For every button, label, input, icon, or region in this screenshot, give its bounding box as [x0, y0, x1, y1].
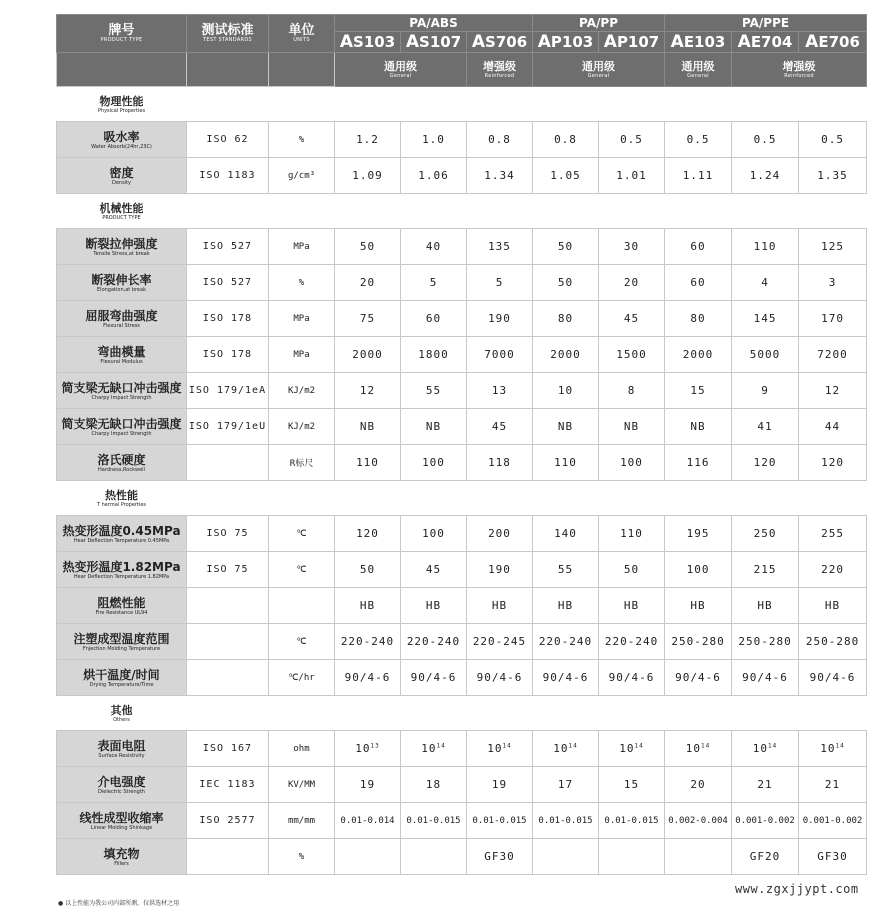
property-label-en: Fire Resistance UL94 [95, 609, 148, 616]
property-label-en: Hear Deflection Temperature 1.82MPa [73, 573, 170, 580]
grade-cell: AS103 [335, 32, 401, 53]
property-label-en: Flexural Modulus [100, 358, 143, 365]
value-cell: 50 [533, 265, 599, 301]
value-cell: 0.001-0.002 [799, 803, 867, 839]
value-cell: 17 [533, 767, 599, 803]
value-cell: 10 [533, 373, 599, 409]
section-thermal: 热性能 T hermal Properties [57, 481, 867, 516]
value-cell [533, 731, 599, 767]
value-cell [335, 731, 401, 767]
value-cell [665, 839, 732, 875]
value-cell: 21 [799, 767, 867, 803]
property-label-en: Tensile Stress,at break [93, 250, 150, 257]
test-standard [187, 624, 269, 660]
property-label-en: Surface Resistivity [98, 752, 145, 759]
value-base: 10 [355, 742, 371, 755]
property-label: 热变形温度1.82MPa [62, 559, 181, 574]
table-row [57, 337, 867, 373]
value-base: 10 [752, 742, 769, 755]
value-cell: 100 [599, 445, 665, 481]
value-cell: 2000 [533, 337, 599, 373]
footnote: ● 以上性能为我公司内部所测，仅供选材之用 [58, 900, 180, 907]
table-row [57, 158, 867, 194]
value-cell: HB [599, 588, 665, 624]
value-cell: 9 [732, 373, 799, 409]
value-cell: NB [335, 409, 401, 445]
value-exponent: 14 [701, 742, 711, 750]
property-name [57, 803, 187, 839]
value-cell: 145 [732, 301, 799, 337]
value-cell: 120 [799, 445, 867, 481]
value-cell: 18 [401, 767, 467, 803]
value-cell: 0.5 [732, 122, 799, 158]
value-cell: 90/4-6 [467, 660, 533, 696]
value-cell: 1.09 [335, 158, 401, 194]
value-base: 10 [619, 742, 635, 755]
unit: ohm [269, 731, 335, 767]
property-label-en: Flexural Stress [103, 322, 140, 329]
property-name [57, 337, 187, 373]
value-cell: 118 [467, 445, 533, 481]
unit: % [269, 839, 335, 875]
value-cell: 220-240 [533, 624, 599, 660]
table-row [57, 767, 867, 803]
value-cell [599, 839, 665, 875]
value-cell: 50 [335, 552, 401, 588]
value-exponent: 14 [502, 742, 512, 750]
value-cell: 1.35 [799, 158, 867, 194]
value-cell: 120 [335, 516, 401, 552]
section-others: 其他 Others [57, 696, 867, 731]
value-cell: 19 [335, 767, 401, 803]
value-cell: 0.5 [599, 122, 665, 158]
test-standard: ISO 179/1eU [187, 409, 269, 445]
value-cell: 60 [401, 301, 467, 337]
value-cell: 250-280 [665, 624, 732, 660]
value-cell: 55 [401, 373, 467, 409]
table-row [57, 301, 867, 337]
value-cell: 44 [799, 409, 867, 445]
value-base: 10 [487, 742, 503, 755]
value-exponent: 14 [634, 742, 644, 750]
class-general: 通用级 General [335, 53, 467, 87]
class-general: 通用级 General [533, 53, 665, 87]
unit: ℃ [269, 552, 335, 588]
value-cell [467, 731, 533, 767]
header-group-row [57, 15, 867, 32]
value-cell: 90/4-6 [533, 660, 599, 696]
test-standard [187, 839, 269, 875]
value-cell: 140 [533, 516, 599, 552]
table-row [57, 624, 867, 660]
property-label-en: Drying Temperature/Time [89, 681, 154, 688]
value-cell [401, 731, 467, 767]
value-cell: 50 [533, 229, 599, 265]
value-cell: 170 [799, 301, 867, 337]
value-cell: 40 [401, 229, 467, 265]
property-label: 洛氏硬度 [97, 452, 146, 467]
value-cell: 45 [401, 552, 467, 588]
value-cell [335, 839, 401, 875]
value-cell: 7000 [467, 337, 533, 373]
value-cell: 19 [467, 767, 533, 803]
value-cell: 190 [467, 301, 533, 337]
property-name [57, 445, 187, 481]
value-cell: 0.8 [533, 122, 599, 158]
test-standard [187, 660, 269, 696]
property-label: 断裂拉伸强度 [85, 236, 158, 251]
table-row [57, 516, 867, 552]
value-cell: 55 [533, 552, 599, 588]
value-cell: 220 [799, 552, 867, 588]
grade-cell: AS706 [467, 32, 533, 53]
property-name [57, 624, 187, 660]
property-label: 表面电阻 [97, 738, 146, 753]
value-cell: 1.34 [467, 158, 533, 194]
test-standard: ISO 62 [187, 122, 269, 158]
property-name [57, 516, 187, 552]
property-name [57, 731, 187, 767]
property-label-en: Fillers [114, 860, 129, 867]
property-label: 线性成型收缩率 [79, 810, 164, 825]
table-row [57, 373, 867, 409]
class-general: 通用级 General [665, 53, 732, 87]
test-standard: ISO 527 [187, 229, 269, 265]
group-pa-abs: PA/ABS [335, 15, 533, 32]
value-cell: 75 [335, 301, 401, 337]
value-exponent: 14 [436, 742, 446, 750]
unit: ℃ [269, 516, 335, 552]
property-label-en: Dielectric Strength [98, 788, 145, 795]
property-label: 注塑成型温度范围 [73, 631, 170, 646]
property-label-en: Charpy Impact Strength [91, 430, 152, 437]
grade-cell: AP107 [599, 32, 665, 53]
value-cell: 30 [599, 229, 665, 265]
value-cell: 1.24 [732, 158, 799, 194]
value-cell: 90/4-6 [665, 660, 732, 696]
value-cell: 12 [335, 373, 401, 409]
value-cell: 1.0 [401, 122, 467, 158]
table-row [57, 229, 867, 265]
value-cell: 120 [732, 445, 799, 481]
test-standard: ISO 2577 [187, 803, 269, 839]
value-cell: 5 [401, 265, 467, 301]
value-cell: 60 [665, 229, 732, 265]
value-cell: 220-245 [467, 624, 533, 660]
value-cell [599, 731, 665, 767]
test-standard: ISO 75 [187, 516, 269, 552]
header-unit: 单位 UNITS [269, 15, 335, 53]
watermark: www.zgxjjypt.com [735, 882, 859, 896]
value-cell: 8 [599, 373, 665, 409]
value-cell: 80 [533, 301, 599, 337]
value-cell: 41 [732, 409, 799, 445]
value-cell: 13 [467, 373, 533, 409]
value-cell: 45 [599, 301, 665, 337]
value-cell: 200 [467, 516, 533, 552]
grade-cell: AE103 [665, 32, 732, 53]
value-cell: 0.01-0.015 [533, 803, 599, 839]
grade-cell: AP103 [533, 32, 599, 53]
value-exponent: 14 [835, 742, 845, 750]
test-standard: ISO 178 [187, 337, 269, 373]
value-cell: 100 [401, 516, 467, 552]
value-cell: 190 [467, 552, 533, 588]
unit: % [269, 122, 335, 158]
value-cell [799, 731, 867, 767]
property-name [57, 373, 187, 409]
value-cell: 90/4-6 [732, 660, 799, 696]
property-label: 热变形温度0.45MPa [62, 523, 181, 538]
property-label-en: Elongation,at break [97, 286, 146, 293]
property-label: 断裂伸长率 [91, 272, 152, 287]
value-cell: 21 [732, 767, 799, 803]
property-name [57, 839, 187, 875]
value-cell: 50 [335, 229, 401, 265]
property-label-en: Charpy Impact Strength [91, 394, 152, 401]
value-cell: 100 [665, 552, 732, 588]
property-name [57, 158, 187, 194]
table-row [57, 731, 867, 767]
value-cell: 110 [732, 229, 799, 265]
property-label-en: Density [111, 179, 131, 186]
value-exponent: 14 [568, 742, 578, 750]
value-cell: HB [799, 588, 867, 624]
property-label-en: Hardness,Rockwell [98, 466, 145, 473]
value-cell: 0.8 [467, 122, 533, 158]
value-exponent: 14 [768, 742, 778, 750]
value-cell: NB [599, 409, 665, 445]
property-label: 密度 [109, 165, 134, 180]
value-cell: 1.11 [665, 158, 732, 194]
test-standard: IEC 1183 [187, 767, 269, 803]
property-name [57, 265, 187, 301]
group-pa-pp: PA/PP [533, 15, 665, 32]
property-label: 烘干温度/时间 [83, 667, 160, 682]
group-pa-ppe: PA/PPE [665, 15, 867, 32]
header-class-row [57, 53, 867, 87]
value-cell: 5 [467, 265, 533, 301]
property-label: 简支梁无缺口冲击强度 [61, 380, 182, 395]
property-name [57, 122, 187, 158]
spec-table [56, 14, 867, 875]
value-cell: 220-240 [599, 624, 665, 660]
property-name [57, 588, 187, 624]
value-cell: 125 [799, 229, 867, 265]
value-cell: 45 [467, 409, 533, 445]
unit: mm/mm [269, 803, 335, 839]
test-standard: ISO 167 [187, 731, 269, 767]
value-exponent: 13 [370, 742, 380, 750]
unit: R标尺 [269, 445, 335, 481]
property-name [57, 660, 187, 696]
value-cell: HB [467, 588, 533, 624]
property-label: 介电强度 [97, 774, 146, 789]
value-cell: 0.01-0.015 [467, 803, 533, 839]
table-row [57, 839, 867, 875]
property-label-en: Water Absorb(24hr,23C) [91, 143, 152, 150]
value-cell: 15 [665, 373, 732, 409]
value-cell: GF30 [799, 839, 867, 875]
table-row [57, 122, 867, 158]
value-cell: GF30 [467, 839, 533, 875]
value-cell: HB [533, 588, 599, 624]
property-label-en: Fnjection Molding Temperature [82, 645, 161, 652]
unit: KJ/m2 [269, 373, 335, 409]
grade-cell: AE706 [799, 32, 867, 53]
value-cell: 1.06 [401, 158, 467, 194]
property-label-en: Linear Molding Shinkage [90, 824, 153, 831]
test-standard: ISO 178 [187, 301, 269, 337]
value-cell: 2000 [665, 337, 732, 373]
value-cell: 7200 [799, 337, 867, 373]
value-cell: HB [401, 588, 467, 624]
value-cell: 5000 [732, 337, 799, 373]
value-cell: 4 [732, 265, 799, 301]
value-cell: 110 [335, 445, 401, 481]
property-name [57, 301, 187, 337]
value-cell: 80 [665, 301, 732, 337]
value-cell: 0.01-0.014 [335, 803, 401, 839]
value-cell: 1500 [599, 337, 665, 373]
value-cell: GF20 [732, 839, 799, 875]
value-cell: 0.001-0.002 [732, 803, 799, 839]
property-label: 填充物 [103, 846, 140, 861]
table-row [57, 445, 867, 481]
value-cell: 215 [732, 552, 799, 588]
value-cell [533, 839, 599, 875]
value-cell: HB [665, 588, 732, 624]
value-base: 10 [685, 742, 702, 755]
value-cell: 255 [799, 516, 867, 552]
value-base: 10 [820, 742, 836, 755]
property-label: 屈服弯曲强度 [85, 308, 158, 323]
table-row [57, 660, 867, 696]
table-row [57, 552, 867, 588]
property-label: 简支梁无缺口冲击强度 [61, 416, 182, 431]
value-cell: NB [533, 409, 599, 445]
table-row [57, 409, 867, 445]
value-cell: 220-240 [335, 624, 401, 660]
property-label: 阻燃性能 [97, 595, 146, 610]
unit [269, 588, 335, 624]
value-cell: 2000 [335, 337, 401, 373]
value-cell: 0.002-0.004 [665, 803, 732, 839]
value-cell: 110 [599, 516, 665, 552]
grade-cell: AS107 [401, 32, 467, 53]
test-standard: ISO 75 [187, 552, 269, 588]
value-cell: 1.05 [533, 158, 599, 194]
value-cell: HB [335, 588, 401, 624]
test-standard: ISO 1183 [187, 158, 269, 194]
property-label: 弯曲模量 [97, 344, 146, 359]
property-label-en: Hear Deflection Temperature 0.45MPa [73, 537, 170, 544]
value-cell [401, 839, 467, 875]
value-cell: 250 [732, 516, 799, 552]
value-cell: NB [665, 409, 732, 445]
value-cell: 195 [665, 516, 732, 552]
value-cell: 116 [665, 445, 732, 481]
property-label: 吸水率 [103, 129, 140, 144]
value-cell: 220-240 [401, 624, 467, 660]
value-cell: 90/4-6 [799, 660, 867, 696]
test-standard: ISO 527 [187, 265, 269, 301]
unit: g/cm³ [269, 158, 335, 194]
value-base: 10 [421, 742, 437, 755]
value-cell: 0.5 [799, 122, 867, 158]
test-standard [187, 588, 269, 624]
value-cell: 0.01-0.015 [401, 803, 467, 839]
value-base: 10 [553, 742, 569, 755]
value-cell: 12 [799, 373, 867, 409]
test-standard: ISO 179/1eA [187, 373, 269, 409]
value-cell: 1800 [401, 337, 467, 373]
class-reinforced: 增强级 Reinforced [732, 53, 867, 87]
value-cell: 90/4-6 [401, 660, 467, 696]
value-cell: 100 [401, 445, 467, 481]
test-standard [187, 445, 269, 481]
value-cell: 20 [665, 767, 732, 803]
value-cell: 20 [335, 265, 401, 301]
property-name [57, 552, 187, 588]
property-name [57, 767, 187, 803]
unit: ℃/hr [269, 660, 335, 696]
table-row [57, 803, 867, 839]
grade-cell: AE704 [732, 32, 799, 53]
value-cell: 0.5 [665, 122, 732, 158]
value-cell: 20 [599, 265, 665, 301]
unit: MPa [269, 337, 335, 373]
value-cell: 110 [533, 445, 599, 481]
value-cell: HB [732, 588, 799, 624]
value-cell [732, 731, 799, 767]
header-standard: 测试标准 TEST STANDARDS [187, 15, 269, 53]
header-brand: 牌号 PRODUCT TYPE [57, 15, 187, 53]
property-name [57, 409, 187, 445]
class-reinforced: 增强级 Reinforced [467, 53, 533, 87]
section-mechanical: 机械性能 PRODUCT TYPE [57, 194, 867, 229]
value-cell [665, 731, 732, 767]
value-cell: 0.01-0.015 [599, 803, 665, 839]
unit: % [269, 265, 335, 301]
value-cell: 50 [599, 552, 665, 588]
value-cell: 3 [799, 265, 867, 301]
value-cell: 135 [467, 229, 533, 265]
unit: MPa [269, 229, 335, 265]
table-row [57, 265, 867, 301]
property-name [57, 229, 187, 265]
value-cell: 15 [599, 767, 665, 803]
value-cell: 60 [665, 265, 732, 301]
value-cell: 90/4-6 [335, 660, 401, 696]
value-cell: 1.2 [335, 122, 401, 158]
unit: MPa [269, 301, 335, 337]
value-cell: 250-280 [732, 624, 799, 660]
value-cell: 250-280 [799, 624, 867, 660]
value-cell: 90/4-6 [599, 660, 665, 696]
table-row [57, 588, 867, 624]
section-physical: 物理性能 Physical Properties [57, 87, 867, 122]
unit: KV/MM [269, 767, 335, 803]
value-cell: 1.01 [599, 158, 665, 194]
unit: KJ/m2 [269, 409, 335, 445]
value-cell: NB [401, 409, 467, 445]
unit: ℃ [269, 624, 335, 660]
